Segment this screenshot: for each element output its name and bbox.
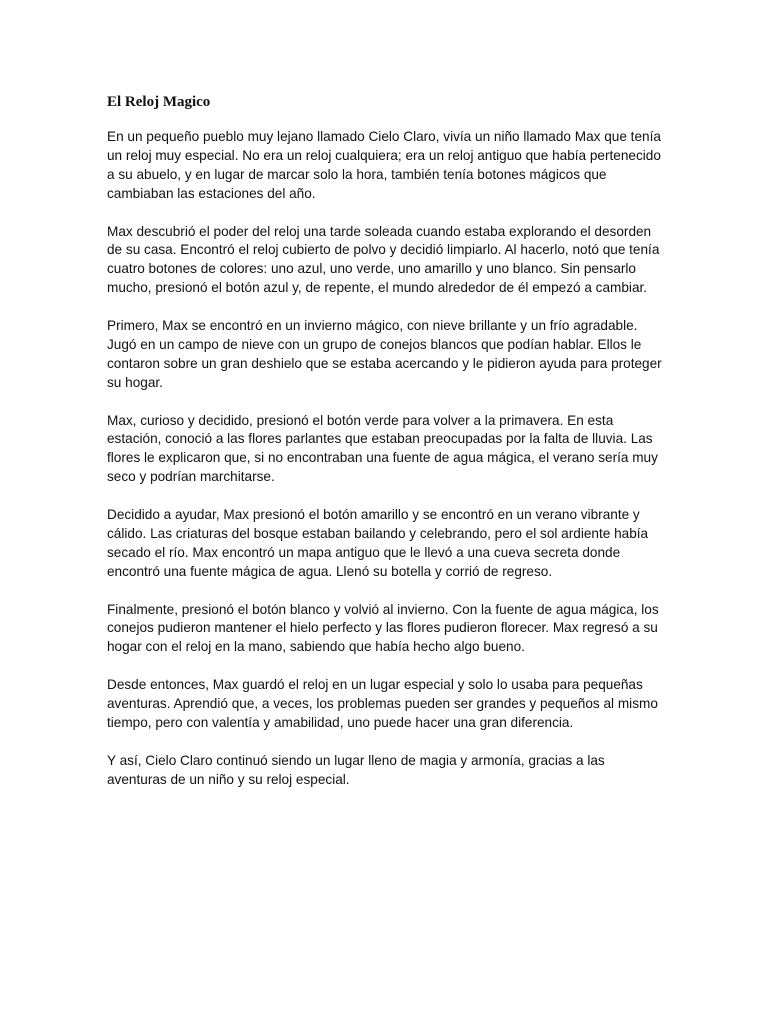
paragraph-7: Desde entonces, Max guardó el reloj en un lugar especial y solo lo usaba para pequeñas aventuras. Aprendió que, a veces, los problemas pueden ser grandes y pequeños al mismo tiempo, pero con valentía y amabilidad, uno puede hacer una gran diferencia. — [107, 677, 658, 730]
paragraph-6: Finalmente, presionó el botón blanco y volvió al invierno. Con la fuente de agua mágica, los conejos pudieron mantener el hielo perfecto y las flores pudieron florecer. Max regresó a su hogar con el reloj en la mano, sabiendo que había hecho algo bueno. — [107, 601, 659, 655]
paragraph-8: Y así, Cielo Claro continuó siendo un lugar lleno de magia y armonía, gracias a las aventuras de un niño y su reloj especial. — [107, 752, 605, 787]
paragraph-5: Decidido a ayudar, Max presionó el botón amarillo y se encontró en un verano vibrante y cálido. Las criaturas del bosque estaban bailando y celebrando, pero el sol ardiente había secado el río. Max encontró un mapa antiguo que le llevó a una cueva secreta donde encontró una fuente mágica de agua. Llenó su botella y corrió de regreso. — [107, 507, 649, 579]
paragraph-3: Primero, Max se encontró en un invierno mágico, con nieve brillante y un frío agradable. Jugó en un campo de nieve con un grupo de conejos blancos que podían hablar. Ellos le contaron sobre un gran deshielo que se estaba acercando y le pidieron ayuda para proteger su hogar. — [107, 318, 662, 390]
document-body — [107, 93, 667, 809]
paragraph-1: En un pequeño pueblo muy lejano llamado Cielo Claro, vivía un niño llamado Max que tenía un reloj muy especial. No era un reloj cualquiera; era un reloj antiguo que había pertenecido a su abuelo, y en lugar de marcar solo la hora, también tenía botones mágicos que cambiaban las estaciones del año. — [107, 129, 661, 201]
paragraph-4: Max, curioso y decidido, presionó el botón verde para volver a la primavera. En esta estación, conoció a las flores parlantes que estaban preocupadas por la falta de lluvia. Las flores le explicaron que, si no encontraban una fuente de agua mágica, el verano sería muy seco y podrían marchitarse. — [107, 412, 658, 485]
document-title: El Reloj Magico — [107, 94, 211, 110]
paragraph-2: Max descubrió el poder del reloj una tarde soleada cuando estaba explorando el desorden de su casa. Encontró el reloj cubierto de polvo y decidió limpiarlo. Al hacerlo, notó que tenía cuatro botones de colores: uno azul, uno verde, uno amarillo y uno blanco. Sin pensarlo mucho, presionó el botón azul y, de repente, el mundo alrededor de él empezó a cambiar. — [107, 223, 660, 296]
